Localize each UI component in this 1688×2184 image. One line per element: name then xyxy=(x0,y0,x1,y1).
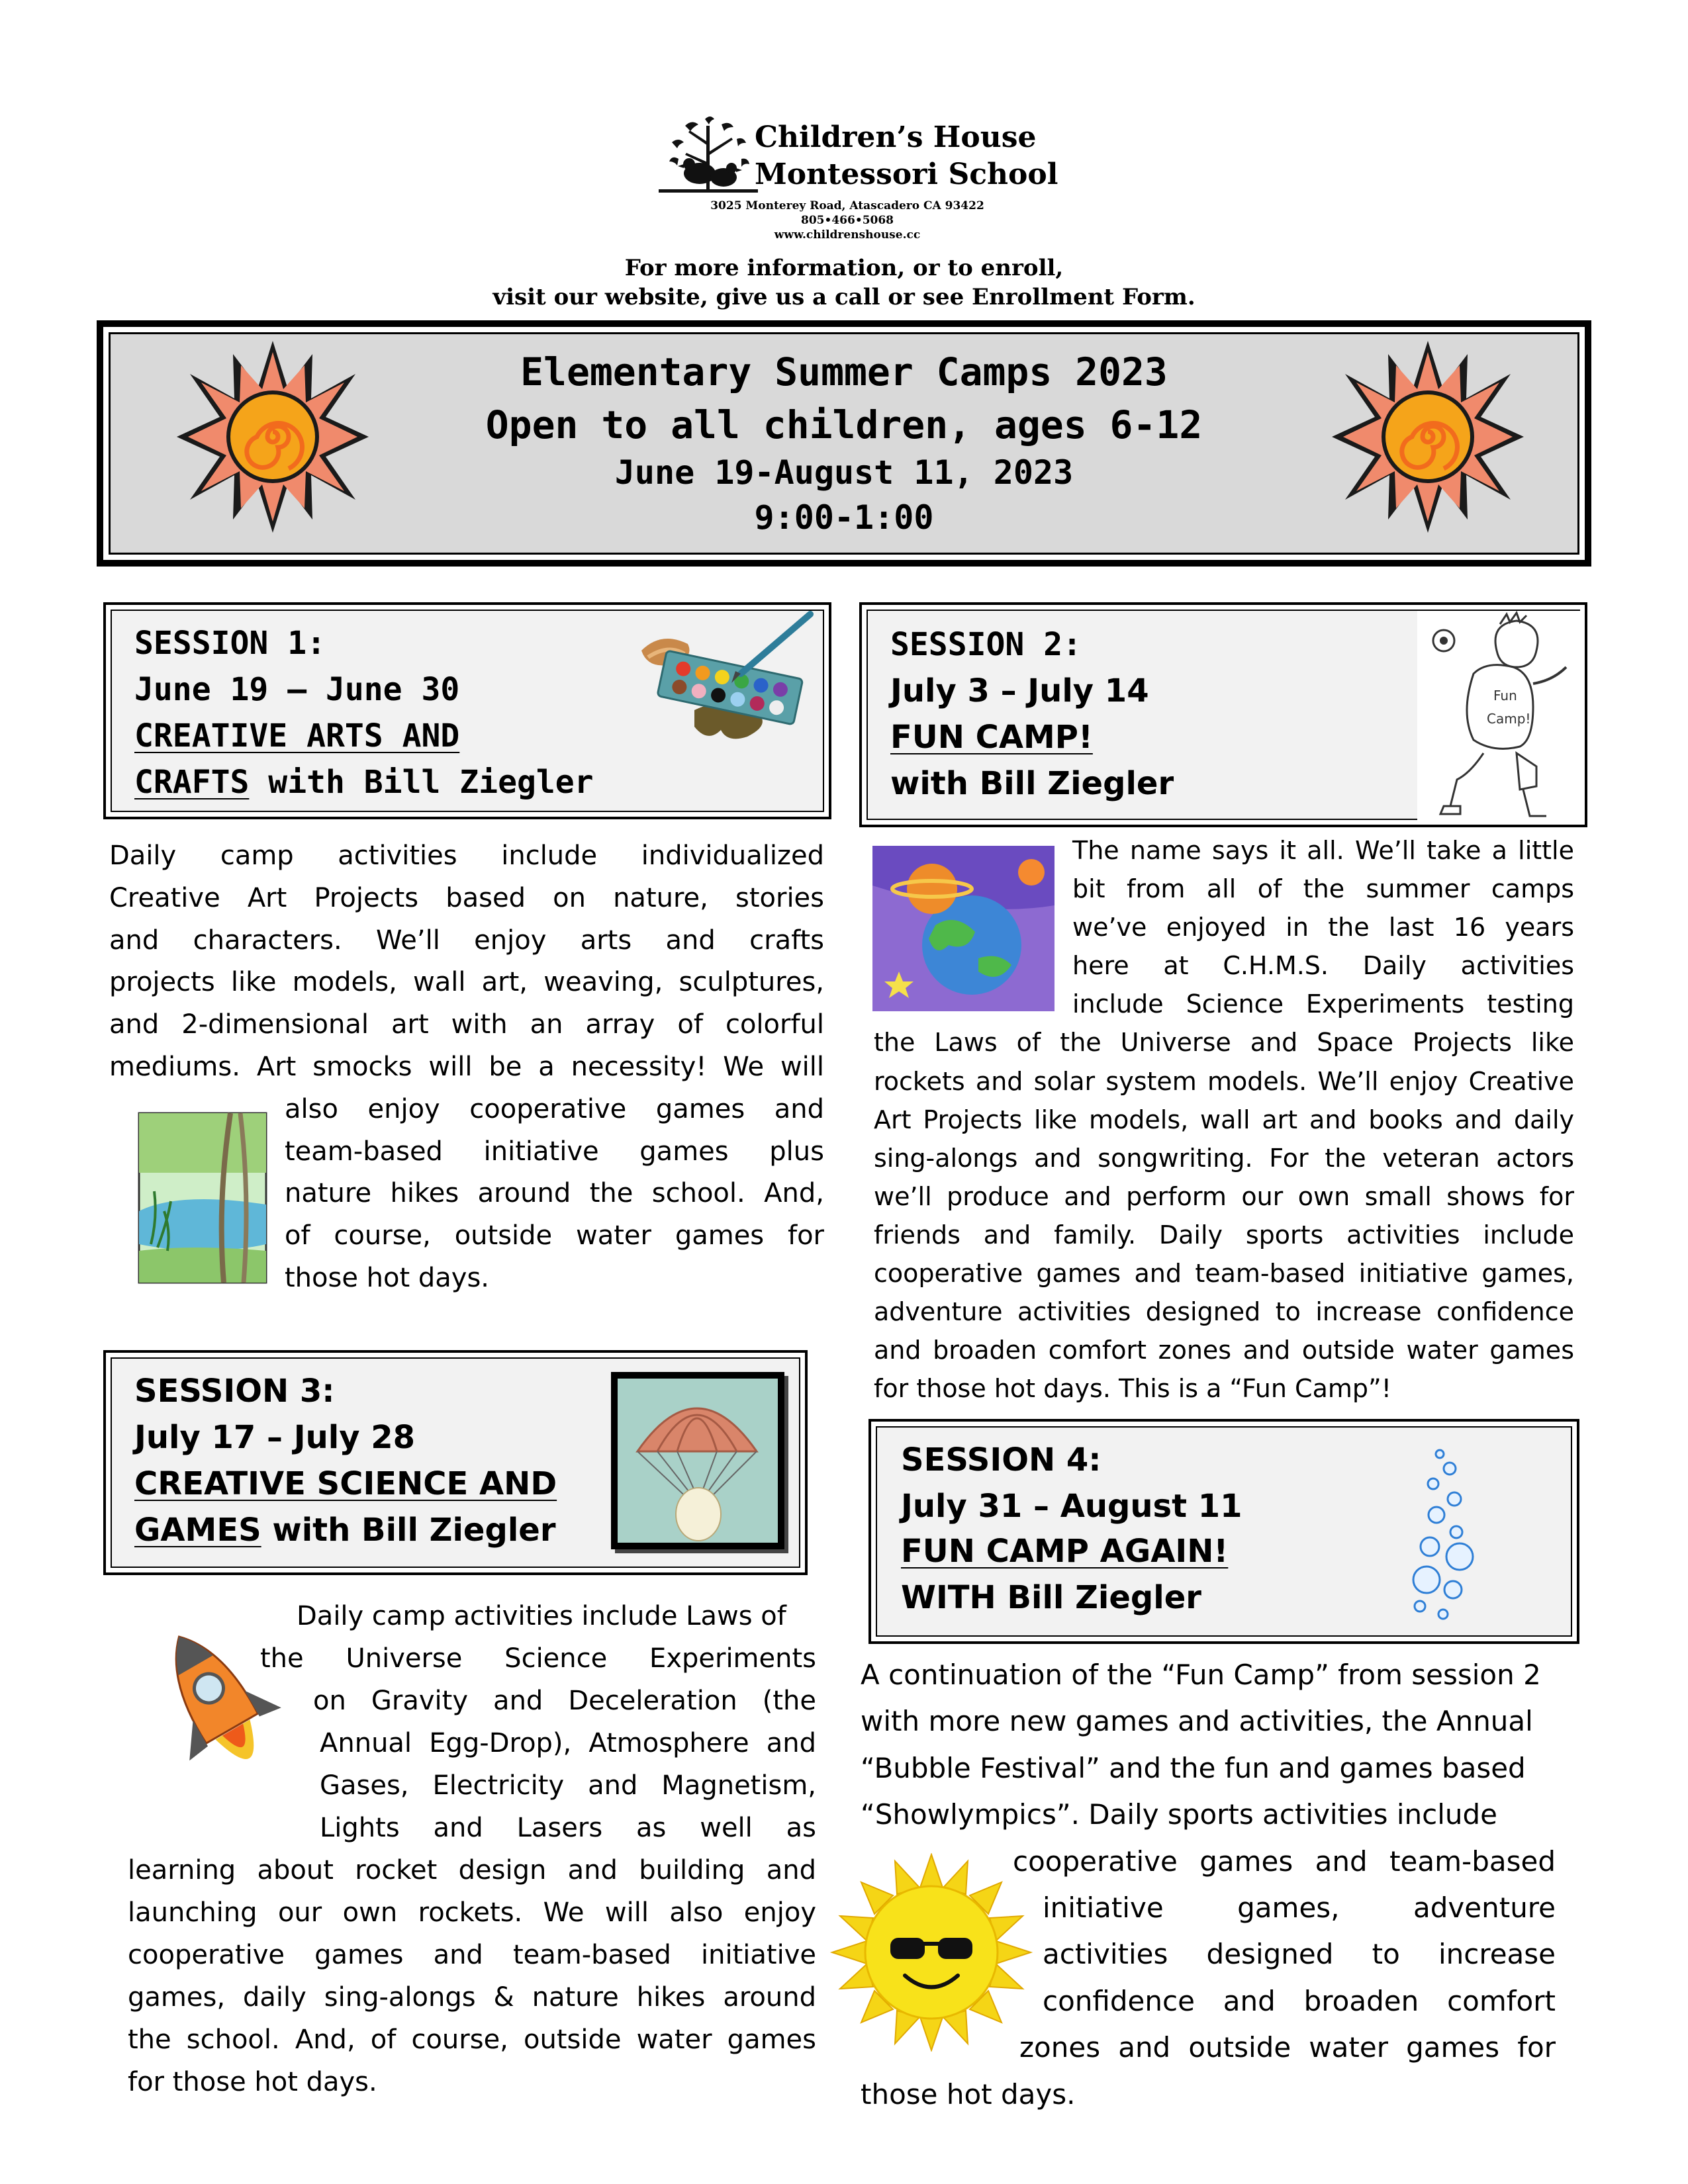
nature-pond-icon xyxy=(138,1112,267,1284)
session2-body-line: Art Projects like models, wall art and books and daily xyxy=(874,1105,1574,1134)
session2-body-line: for those hot days. This is a “Fun Camp”! xyxy=(874,1374,1391,1404)
session2-body-line: we’ve enjoyed in the last 16 years xyxy=(1072,913,1574,942)
session3-label: SESSION 3: xyxy=(134,1373,335,1410)
session1-body-line: mediums. Art smocks will be a necessity! We will xyxy=(109,1051,824,1082)
session2-body-line: cooperative games and team-based initiative games, xyxy=(874,1259,1574,1289)
session1-body-line: Creative Art Projects based on nature, stories xyxy=(109,882,824,913)
school-website: www.childrenshouse.cc xyxy=(774,228,921,242)
sun-spiral-icon xyxy=(1329,338,1527,536)
session3-box xyxy=(103,1350,808,1575)
session1-body-line: those hot days. xyxy=(285,1262,490,1293)
school-phone: 805•466•5068 xyxy=(800,214,894,227)
session1-title-rest: with Bill Ziegler xyxy=(249,764,594,801)
session3-title-line2 xyxy=(134,1507,556,1553)
school-name-line2: Montessori School xyxy=(755,158,1058,191)
banner-hours: 9:00-1:00 xyxy=(754,498,934,537)
parachute-egg-icon xyxy=(611,1372,790,1555)
session4-body-line: cooperative games and team-based xyxy=(1013,1844,1556,1878)
session4-title-line1: FUN CAMP AGAIN! xyxy=(901,1533,1229,1570)
session4-body-line: confidence and broaden comfort xyxy=(1043,1984,1556,2017)
session4-body-line: “Bubble Festival” and the fun and games based xyxy=(861,1751,1526,1784)
session2-box xyxy=(859,602,1587,827)
session2-body-line: The name says it all. We’ll take a little xyxy=(1072,836,1574,865)
session4-description xyxy=(861,1652,1556,2118)
session3-body-line: the school. And, of course, outside water games xyxy=(128,2025,816,2055)
banner-title: Elementary Summer Camps 2023 xyxy=(520,349,1168,394)
session3-body-line: Daily camp activities include Laws of xyxy=(297,1601,786,1631)
hiking-boy-icon xyxy=(1417,611,1583,823)
session4-label: SESSION 4: xyxy=(901,1441,1102,1479)
session4-body-line: those hot days. xyxy=(861,2077,1076,2111)
session1-title-underlined: CRAFTS xyxy=(134,764,250,801)
session3-body-line: on Gravity and Deceleration (the xyxy=(313,1686,816,1716)
session3-body-line: Lights and Lasers as well as xyxy=(320,1813,816,1843)
session1-body-line: Daily camp activities include individualized xyxy=(109,841,824,871)
backpack-fun-text: Fun xyxy=(1493,688,1517,704)
session2-title-line1: FUN CAMP! xyxy=(890,719,1093,756)
session1-body-line: and 2-dimensional art with an array of colorful xyxy=(109,1009,824,1040)
session4-body-line: activities designed to increase xyxy=(1043,1938,1556,1971)
session3-body-line: learning about rocket design and building and xyxy=(128,1855,816,1886)
school-address: 3025 Monterey Road, Atascadero CA 93422 xyxy=(710,199,984,212)
camps-banner xyxy=(97,320,1591,567)
session1-label: SESSION 1: xyxy=(134,625,326,662)
session3-body-line: the Universe Science Experiments xyxy=(260,1643,816,1674)
session3-dates: July 17 – July 28 xyxy=(134,1419,415,1456)
session3-body-line: launching our own rockets. We will also enjoy xyxy=(128,1897,816,1928)
session1-body-line: also enjoy cooperative games and xyxy=(285,1093,824,1124)
bubbles-icon xyxy=(1400,1447,1486,1633)
session4-body-line: initiative games, adventure xyxy=(1043,1891,1556,1925)
session3-body-line: for those hot days. xyxy=(128,2067,377,2097)
session2-body-line: here at C.H.M.S. Daily activities xyxy=(1072,951,1574,981)
session1-body-line: nature hikes around the school. And, xyxy=(285,1178,824,1209)
paint-palette-icon xyxy=(635,611,820,743)
session3-title-line1: CREATIVE SCIENCE AND xyxy=(134,1465,557,1502)
session1-box xyxy=(103,602,831,819)
session3-body-line: cooperative games and team-based initiative xyxy=(128,1940,816,1970)
session3-title-rest: with Bill Ziegler xyxy=(261,1512,556,1549)
session1-body-line: and characters. We’ll enjoy arts and crafts xyxy=(109,925,824,956)
session2-body-line: include Science Experiments testing xyxy=(1072,989,1574,1019)
session2-body-line: the Laws of the Universe and Space Projects like xyxy=(874,1028,1574,1058)
session4-title-line2: WITH Bill Ziegler xyxy=(901,1579,1201,1616)
session4-body-line: zones and outside water games for xyxy=(1019,2031,1556,2064)
session3-body-line: Annual Egg-Drop), Atmosphere and xyxy=(320,1728,816,1758)
session1-body-line: projects like models, wall art, weaving, sculptures, xyxy=(109,967,824,998)
session2-body-line: sing-alongs and songwriting. For the veteran actors xyxy=(874,1143,1574,1173)
session3-body-line: games, daily sing-alongs & nature hikes around xyxy=(128,1982,816,2013)
session2-body-line: we’ll produce and perform our own small shows for xyxy=(874,1181,1574,1211)
session4-body-line: “Showlympics”. Daily sports activities include xyxy=(861,1798,1497,1831)
session2-body-line: bit from all of the summer camps xyxy=(1072,874,1574,904)
session4-body-line: with more new games and activities, the Annual xyxy=(861,1705,1533,1738)
session4-body-line: A continuation of the “Fun Camp” from session 2 xyxy=(861,1659,1541,1691)
session2-label: SESSION 2: xyxy=(890,626,1082,663)
session2-description xyxy=(874,831,1574,1408)
info-line-2: visit our website, give us a call or see Enrollment Form. xyxy=(492,284,1196,310)
session2-title-line2: with Bill Ziegler xyxy=(890,765,1174,802)
session3-title-underlined: GAMES xyxy=(134,1512,261,1549)
session2-dates: July 3 – July 14 xyxy=(890,672,1149,709)
session4-box xyxy=(868,1419,1579,1644)
session1-title-line2 xyxy=(134,759,594,805)
school-name-line1: Children’s House xyxy=(755,120,1037,154)
session2-body-line: and broaden comfort zones and outside water games xyxy=(874,1336,1574,1365)
session1-body-line: team-based initiative games plus xyxy=(285,1136,824,1167)
session3-description xyxy=(128,1595,816,2103)
banner-dates: June 19-August 11, 2023 xyxy=(614,453,1074,492)
session2-body-line: friends and family. Daily sports activities include xyxy=(874,1220,1574,1250)
logo-bird-tree-icon xyxy=(659,113,758,195)
session4-dates: July 31 – August 11 xyxy=(901,1488,1243,1525)
session3-body-line: Gases, Electricity and Magnetism, xyxy=(320,1770,816,1801)
session1-title-line1: CREATIVE ARTS AND xyxy=(134,717,460,754)
session2-body-line: adventure activities designed to increase confidence xyxy=(874,1297,1574,1327)
backpack-camp-text: Camp! xyxy=(1487,711,1531,727)
info-line-1: For more information, or to enroll, xyxy=(624,255,1064,281)
session1-dates: June 19 – June 30 xyxy=(134,671,460,708)
session1-body-line: of course, outside water games for xyxy=(285,1220,824,1251)
banner-subtitle: Open to all children, ages 6-12 xyxy=(485,402,1203,447)
session2-body-line: rockets and solar system models. We’ll enjoy Creative xyxy=(874,1066,1574,1096)
